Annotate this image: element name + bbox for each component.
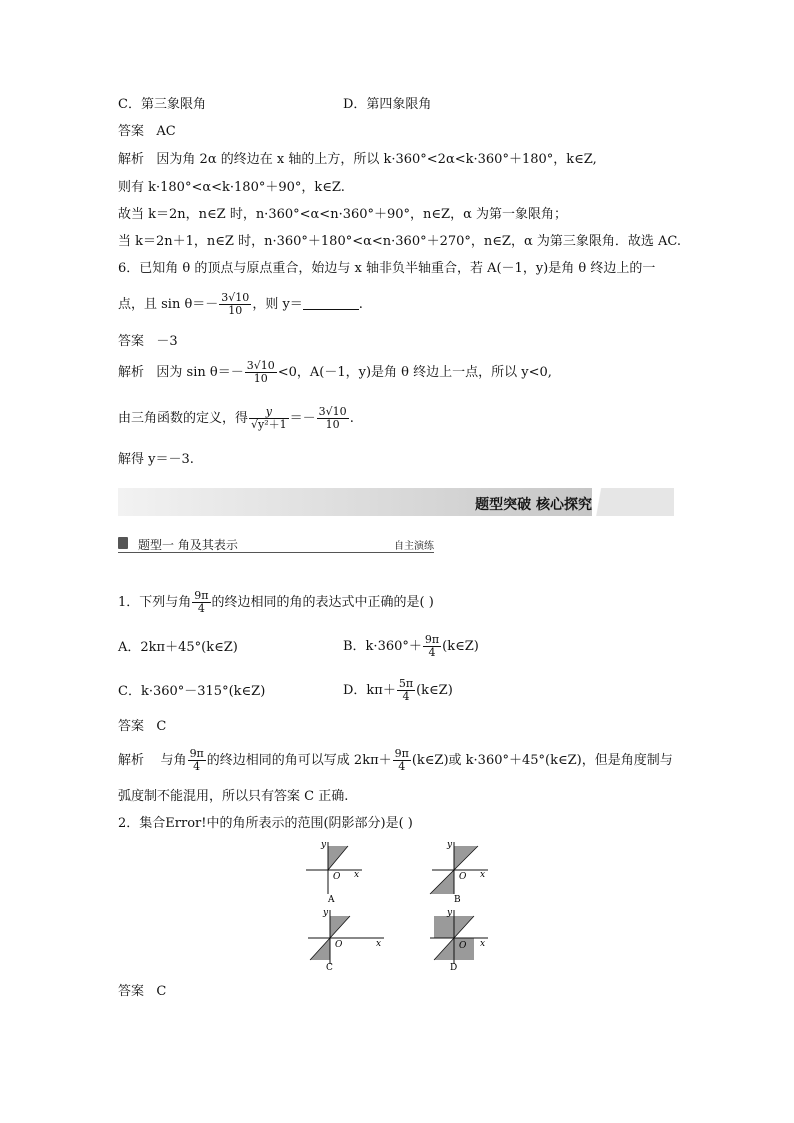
origin-label: O xyxy=(333,872,341,882)
fraction-denominator: 10 xyxy=(325,418,340,431)
figure-label: D xyxy=(450,963,458,972)
option-text-2: (k∈Z) xyxy=(442,639,479,654)
q6-analysis-line-1 xyxy=(118,358,552,388)
x-label: x xyxy=(480,870,486,880)
fraction-numerator: 9π xyxy=(394,747,409,760)
fraction-numerator: 3√10 xyxy=(221,291,250,304)
origin-label: O xyxy=(459,941,467,951)
fraction-denominator: 4 xyxy=(197,602,205,615)
origin-label: O xyxy=(335,940,343,950)
answer-label: 答案 xyxy=(118,334,145,349)
fraction-denominator: √y²＋1 xyxy=(251,418,287,431)
analysis-end: . xyxy=(349,411,354,426)
q1-analysis-line-2: 弧度制不能混用，所以只有答案 C 正确. xyxy=(118,789,349,804)
q1-option-d xyxy=(343,676,453,706)
q1-stem xyxy=(118,588,434,618)
fraction-denominator: 10 xyxy=(253,372,268,385)
figure-d xyxy=(426,906,496,972)
option-text-2: (k∈Z) xyxy=(416,683,453,698)
answer-value: AC xyxy=(156,124,176,139)
q6-fraction xyxy=(219,292,251,317)
q1-stem-text-2: 的终边相同的角的表达式中正确的是( ) xyxy=(211,595,434,610)
answer-label: 答案 xyxy=(118,984,145,999)
q1-answer xyxy=(118,719,166,735)
q5-option-d: D．第四象限角 xyxy=(343,97,432,112)
option-fraction xyxy=(397,678,415,703)
section-banner xyxy=(118,488,674,516)
origin-label: O xyxy=(459,872,467,882)
fraction-numerator: 9π xyxy=(424,633,440,646)
y-label: y xyxy=(321,840,327,850)
analysis-fraction xyxy=(188,748,206,773)
q2-answer xyxy=(118,984,166,1000)
analysis-text-2: <0，A(－1，y)是角 θ 终边上一点，所以 y<0, xyxy=(277,365,552,380)
q5-analysis-line-4: 当 k＝2n＋1，n∈Z 时，n·360°＋180°<α<n·360°＋270°，n∈Z，α 为第三象限角．故选 AC. xyxy=(118,234,681,249)
fraction-numerator: 5π xyxy=(398,677,414,690)
q6-analysis-line-2 xyxy=(118,404,354,434)
shaded-region xyxy=(434,916,454,938)
y-label: y xyxy=(447,908,453,918)
q1-stem-text: 1．下列与角 xyxy=(118,595,192,610)
q1-option-c: C．k·360°－315°(k∈Z) xyxy=(118,684,266,699)
analysis-label: 解析 xyxy=(118,152,145,167)
fraction-denominator: 10 xyxy=(228,304,243,317)
q6-stem-text: 点，且 sin θ＝－ xyxy=(118,297,219,312)
answer-label: 答案 xyxy=(118,124,145,139)
x-label: x xyxy=(376,939,382,949)
figure-label: A xyxy=(328,895,335,904)
fraction-denominator: 4 xyxy=(193,760,201,773)
q1-analysis-line-1 xyxy=(118,746,673,776)
figure-b xyxy=(426,838,496,904)
analysis-text: 因为角 2α 的终边在 x 轴的上方，所以 k·360°<2α<k·360°＋180°，k∈Z, xyxy=(156,152,597,167)
answer-value: －3 xyxy=(156,334,178,349)
bookmark-icon xyxy=(118,537,128,549)
section-label: 题型一 角及其表示 xyxy=(138,538,238,552)
analysis-text: 由三角函数的定义，得 xyxy=(118,411,249,426)
x-label: x xyxy=(480,939,486,949)
q5-analysis-line-1 xyxy=(118,152,597,168)
answer-value: C xyxy=(156,984,167,999)
section-right-label: 自主演练 xyxy=(394,541,434,552)
answer-value: C xyxy=(156,719,167,734)
q6-value-fraction xyxy=(317,406,349,431)
fraction-numerator: 9π xyxy=(189,747,204,760)
fraction-numerator: y xyxy=(249,406,289,419)
analysis-equals: ＝－ xyxy=(289,411,316,426)
q6-stem-text-2: ，则 y＝ xyxy=(252,297,303,312)
option-text: B．k·360°＋ xyxy=(343,639,422,654)
q6-stem-end: . xyxy=(358,297,363,312)
fraction-numerator: 3√10 xyxy=(318,405,347,418)
section-header xyxy=(118,536,434,553)
analysis-fraction-2 xyxy=(393,748,411,773)
y-label: y xyxy=(447,840,453,850)
q1-option-b xyxy=(343,632,479,662)
q6-definition-fraction xyxy=(249,406,289,431)
analysis-text-2: 的终边相同的角可以写成 2kπ＋ xyxy=(206,753,392,768)
fraction-numerator: 9π xyxy=(194,589,209,602)
q5-analysis-line-2: 则有 k·180°<α<k·180°＋90°，k∈Z. xyxy=(118,180,345,195)
figure-label: B xyxy=(454,895,461,904)
option-text: D．kπ＋ xyxy=(343,683,396,698)
q6-analysis-line-3: 解得 y＝－3. xyxy=(118,452,194,467)
answer-blank xyxy=(303,297,359,310)
analysis-label: 解析 xyxy=(118,753,145,768)
figure-label: C xyxy=(326,963,333,972)
figure-c xyxy=(300,906,390,972)
option-fraction xyxy=(423,634,441,659)
banner-title: 题型突破 核心探究 xyxy=(475,497,592,513)
banner-tail xyxy=(592,488,674,516)
fraction-denominator: 4 xyxy=(398,760,406,773)
fraction-denominator: 4 xyxy=(428,646,436,659)
analysis-label: 解析 xyxy=(118,365,145,380)
q5-analysis-line-3: 故当 k＝2n，n∈Z 时，n·360°<α<n·360°＋90°，n∈Z，α 为第一象限角； xyxy=(118,207,567,222)
analysis-text: 与角 xyxy=(160,753,187,768)
q5-option-c: C．第三象限角 xyxy=(118,97,206,112)
analysis-text-3: (k∈Z)或 k·360°＋45°(k∈Z)，但是角度制与 xyxy=(411,753,673,768)
q2-stem: 2．集合Error!中的角所表示的范围(阴影部分)是( ) xyxy=(118,816,413,831)
q1-option-a: A．2kπ＋45°(k∈Z) xyxy=(118,640,238,655)
fraction-denominator: 4 xyxy=(402,690,410,703)
q6-answer xyxy=(118,334,178,350)
y-label: y xyxy=(323,908,329,918)
answer-label: 答案 xyxy=(118,719,145,734)
q1-fraction xyxy=(192,590,210,615)
q6-stem-line-2 xyxy=(118,290,363,320)
q6-stem-line-1: 6．已知角 θ 的顶点与原点重合，始边与 x 轴非负半轴重合，若 A(－1，y)是角 θ 终边上的一 xyxy=(118,261,656,276)
fraction-numerator: 3√10 xyxy=(246,359,275,372)
q5-answer xyxy=(118,124,176,140)
x-label: x xyxy=(354,870,360,880)
figure-a xyxy=(300,838,370,904)
q6-analysis-fraction xyxy=(245,360,277,385)
analysis-text: 因为 sin θ＝－ xyxy=(156,365,244,380)
